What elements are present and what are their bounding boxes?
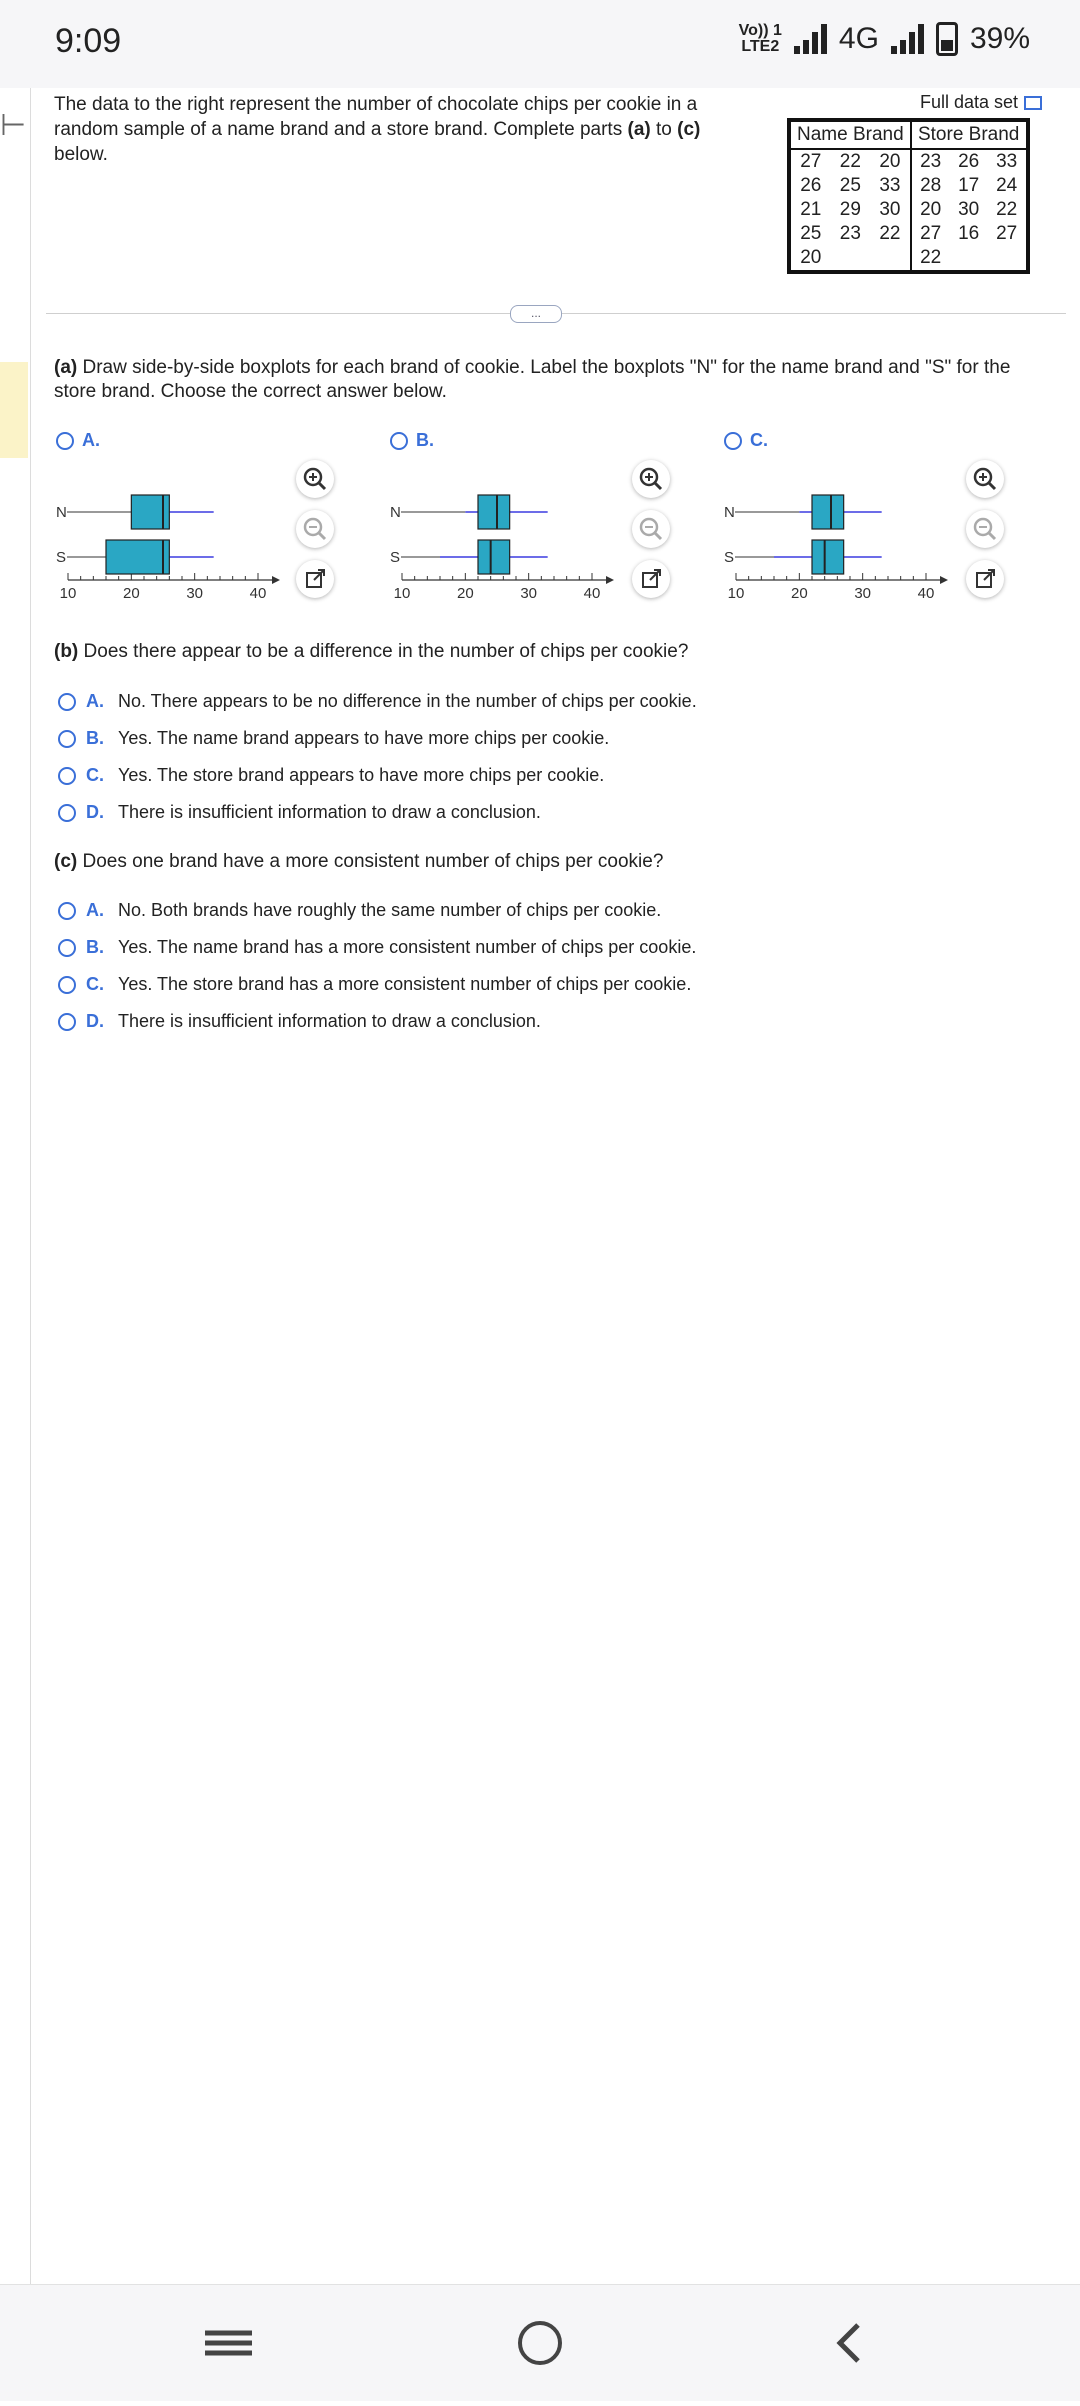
battery-percent: 39% xyxy=(969,22,1030,55)
x-tick-label: 20 xyxy=(456,585,474,602)
radio-button[interactable] xyxy=(58,939,76,957)
table-cell: 29 xyxy=(839,199,861,220)
network-type: 4G xyxy=(838,22,879,55)
boxplot-label-s: S xyxy=(56,549,67,566)
part-b-question: (b) Does there appear to be a difference in the number of chips per cookie? xyxy=(54,641,689,662)
signal-icon xyxy=(794,24,827,54)
back-icon[interactable] xyxy=(840,2325,858,2361)
radio-b[interactable] xyxy=(390,432,408,450)
boxplot-label-s: S xyxy=(724,549,735,566)
table-cell xyxy=(870,246,911,272)
option-text: Yes. The store brand has a more consistent number of chips per cookie. xyxy=(118,974,692,994)
clock: 9:09 xyxy=(55,22,122,60)
option-letter: D. xyxy=(86,1011,104,1031)
popout-icon xyxy=(1024,96,1042,110)
part-b-option-a[interactable] xyxy=(58,691,697,712)
option-text: No. There appears to be no difference in the number of chips per cookie. xyxy=(118,691,697,711)
option-text: There is insufficient information to draw a conclusion. xyxy=(118,802,541,822)
status-icons xyxy=(739,22,1030,56)
table-cell: 33 xyxy=(879,175,901,196)
table-cell: 20 xyxy=(800,247,822,268)
option-text: Yes. The name brand has a more consistent number of chips per cookie. xyxy=(118,937,697,957)
table-cell xyxy=(831,246,871,272)
boxplot-label-n: N xyxy=(724,504,735,521)
axis-arrow xyxy=(272,576,280,584)
collapse-icon[interactable]: ⊢ xyxy=(0,109,27,142)
table-cell: 20 xyxy=(911,198,950,222)
table-cell: 20 xyxy=(879,151,901,172)
table-cell xyxy=(988,246,1028,272)
radio-button[interactable] xyxy=(58,1013,76,1031)
full-data-set-link[interactable]: Full data set xyxy=(920,92,1042,113)
home-icon[interactable] xyxy=(520,2323,560,2363)
zoom-out-button-a[interactable] xyxy=(296,510,334,548)
option-letter: B. xyxy=(86,728,104,748)
table-row xyxy=(789,222,1028,246)
question-marker xyxy=(0,362,28,458)
radio-button[interactable] xyxy=(58,976,76,994)
option-text: Yes. The store brand appears to have more chips per cookie. xyxy=(118,765,605,785)
zoom-out-button-b[interactable] xyxy=(632,510,670,548)
table-cell: 23 xyxy=(911,149,950,174)
zoom-in-button-a[interactable] xyxy=(296,460,334,498)
table-cell: 16 xyxy=(958,223,980,244)
part-c-question: (c) Does one brand have a more consistent number of chips per cookie? xyxy=(54,851,664,872)
radio-button[interactable] xyxy=(58,730,76,748)
option-text: No. Both brands have roughly the same number of chips per cookie. xyxy=(118,900,662,920)
x-tick-label: 30 xyxy=(186,585,204,602)
header-store-brand: Store Brand xyxy=(911,120,1028,149)
x-tick-label: 10 xyxy=(393,585,411,602)
table-cell: 22 xyxy=(879,223,901,244)
radio-button[interactable] xyxy=(58,767,76,785)
radio-button[interactable] xyxy=(58,804,76,822)
box-s xyxy=(106,540,169,574)
table-cell: 21 xyxy=(800,199,822,220)
plot-option-a[interactable]: A. xyxy=(56,430,100,451)
part-c-option-d[interactable] xyxy=(58,1011,541,1032)
table-cell: 26 xyxy=(958,151,980,172)
table-cell: 30 xyxy=(879,199,901,220)
left-divider xyxy=(30,88,31,2284)
option-letter: C. xyxy=(86,765,104,785)
x-tick-label: 30 xyxy=(520,585,538,602)
table-cell: 27 xyxy=(800,151,822,172)
open-graph-button-a[interactable] xyxy=(296,560,334,598)
option-letter: B. xyxy=(86,937,104,957)
boxplot-label-s: S xyxy=(390,549,401,566)
nav-icons xyxy=(0,2285,1080,2401)
x-tick-label: 30 xyxy=(854,585,872,602)
part-b-option-d[interactable] xyxy=(58,802,541,823)
option-letter: D. xyxy=(86,802,104,822)
signal-icon-2 xyxy=(891,24,924,54)
part-b-option-b[interactable] xyxy=(58,728,609,749)
x-tick-label: 40 xyxy=(917,585,935,602)
table-cell: 27 xyxy=(911,222,950,246)
data-table xyxy=(787,118,1030,274)
table-cell: 25 xyxy=(839,175,861,196)
option-text: There is insufficient information to draw a conclusion. xyxy=(118,1011,541,1031)
box-n xyxy=(812,495,844,529)
nav-bar xyxy=(0,2284,1080,2401)
table-cell: 22 xyxy=(911,246,950,272)
table-cell: 17 xyxy=(958,175,980,196)
radio-button[interactable] xyxy=(58,902,76,920)
box-n xyxy=(478,495,510,529)
table-cell: 24 xyxy=(996,175,1018,196)
option-text: Yes. The name brand appears to have more chips per cookie. xyxy=(118,728,610,748)
boxplot-c xyxy=(724,480,964,610)
part-a-question: (a) Draw side-by-side boxplots for each brand of cookie. Label the boxplots "N" for the name brand and "S" for the store brand. Choose the correct answer below. xyxy=(54,357,1011,402)
part-c-option-b[interactable] xyxy=(58,937,696,958)
plot-option-b[interactable]: B. xyxy=(390,430,434,451)
table-row xyxy=(789,198,1028,222)
table-cell: 33 xyxy=(996,151,1018,172)
box-s xyxy=(812,540,844,574)
option-letter: A. xyxy=(86,691,104,711)
x-tick-label: 40 xyxy=(583,585,601,602)
radio-c[interactable] xyxy=(724,432,742,450)
axis-arrow xyxy=(606,576,614,584)
x-tick-label: 10 xyxy=(727,585,745,602)
recent-apps-icon[interactable] xyxy=(205,2333,252,2353)
option-letter: C. xyxy=(86,974,104,994)
part-c-option-c[interactable] xyxy=(58,974,691,995)
box-s xyxy=(478,540,510,574)
table-cell: 26 xyxy=(800,175,822,196)
resize-handle[interactable]: ... xyxy=(510,305,562,323)
table-row xyxy=(789,174,1028,198)
boxplot-b xyxy=(390,480,630,610)
zoom-in-button-b[interactable] xyxy=(632,460,670,498)
table-cell: 23 xyxy=(839,223,861,244)
radio-a[interactable] xyxy=(56,432,74,450)
option-letter: A. xyxy=(86,900,104,920)
axis-arrow xyxy=(940,576,948,584)
x-tick-label: 10 xyxy=(59,585,77,602)
table-cell: 22 xyxy=(839,151,861,172)
zoom-out-button-c[interactable] xyxy=(966,510,1004,548)
boxplot-label-n: N xyxy=(56,504,67,521)
table-row xyxy=(789,149,1028,174)
header-name-brand: Name Brand xyxy=(789,120,911,149)
open-graph-button-c[interactable] xyxy=(966,560,1004,598)
part-c-option-a[interactable] xyxy=(58,900,661,921)
x-tick-label: 40 xyxy=(249,585,267,602)
table-cell xyxy=(950,246,988,272)
boxplot-label-n: N xyxy=(390,504,401,521)
table-cell: 30 xyxy=(958,199,980,220)
plot-option-c[interactable]: C. xyxy=(724,430,768,451)
table-cell: 28 xyxy=(911,174,950,198)
status-bar xyxy=(0,0,1080,88)
volte-icon: Vo)) 1 LTE2 xyxy=(738,22,782,55)
radio-button[interactable] xyxy=(58,693,76,711)
zoom-in-button-c[interactable] xyxy=(966,460,1004,498)
battery-icon xyxy=(936,22,958,56)
table-cell: 25 xyxy=(800,223,822,244)
part-b-option-c[interactable] xyxy=(58,765,604,786)
x-tick-label: 20 xyxy=(790,585,808,602)
table-cell: 22 xyxy=(996,199,1018,220)
table-cell: 27 xyxy=(996,223,1018,244)
boxplot-a xyxy=(56,480,296,610)
x-tick-label: 20 xyxy=(122,585,140,602)
question-intro: The data to the right represent the number of chocolate chips per cookie in a random sample of a name brand and a store brand. Complete parts (a) to (c) below. xyxy=(54,94,701,165)
table-row xyxy=(789,246,1028,272)
open-graph-button-b[interactable] xyxy=(632,560,670,598)
